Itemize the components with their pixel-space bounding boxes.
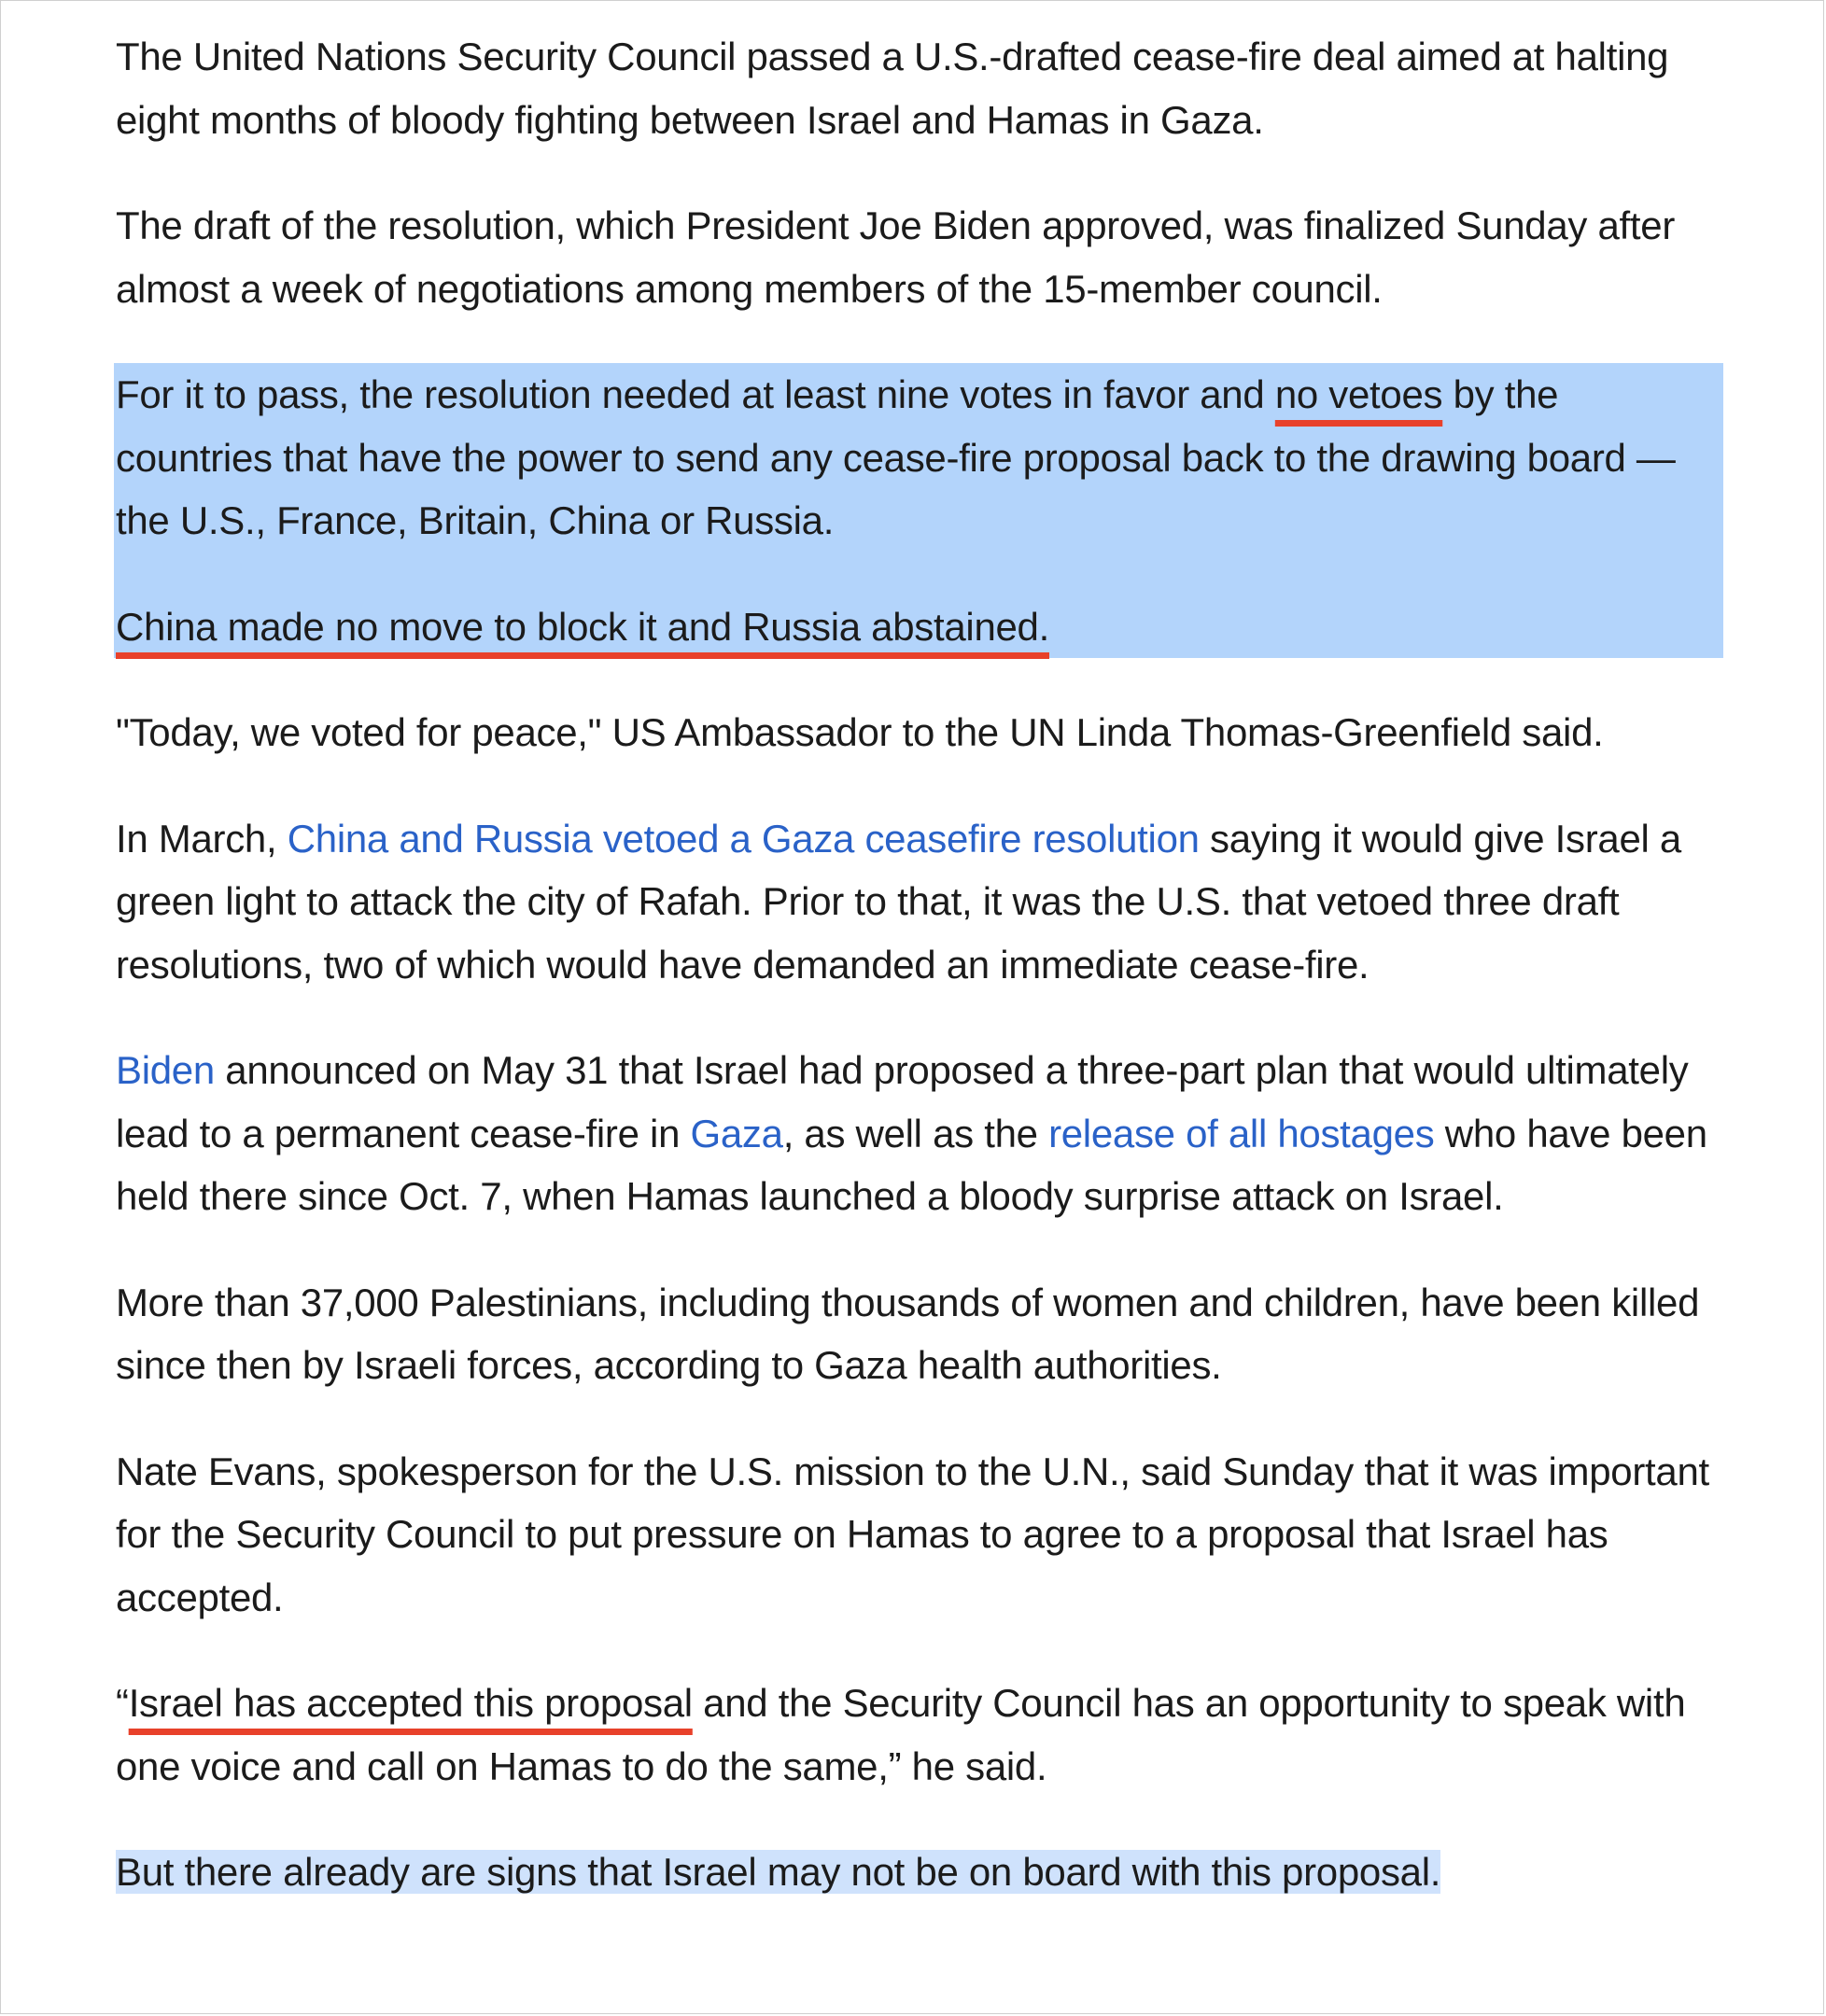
paragraph-israel-accepted — [116, 1672, 1721, 1798]
paragraph-ambassador-quote: "Today, we voted for peace," US Ambassador to the UN Linda Thomas-Greenfield said. — [116, 710, 1604, 754]
underline-no-vetoes: no vetoes — [1274, 372, 1443, 416]
veto-text-before: For it to pass, the resolution needed at least nine votes in favor and — [116, 372, 1275, 416]
link-china-russia-veto[interactable]: China and Russia vetoed a Gaza ceasefire resolution — [287, 816, 1200, 861]
paragraph-signs-not-on-board[interactable] — [116, 1841, 1721, 1904]
underline-israel-accepted: Israel has accepted this proposal — [128, 1681, 693, 1725]
link-gaza[interactable]: Gaza — [690, 1111, 783, 1155]
paragraph-china-russia — [116, 595, 1721, 659]
article-body — [116, 25, 1721, 1947]
link-release-hostages[interactable]: release of all hostages — [1048, 1111, 1435, 1155]
march-text-before: In March, — [116, 816, 288, 861]
paragraph-march-veto — [116, 807, 1721, 997]
accepted-text-after: and the Security Council has an opportunity to speak with one voice and call on Hamas to do the same,” he said. — [116, 1681, 1686, 1788]
underline-china-abstained: China made no move to block it and Russia abstained. — [116, 604, 1049, 649]
selected-text-block[interactable] — [114, 363, 1723, 658]
biden-text-2: , as well as the — [782, 1111, 1049, 1155]
paragraph-veto-requirement — [116, 363, 1721, 553]
march-text-after: saying it would give Israel a green light to attack the city of Rafah. Prior to that, it was the U.S. that vetoed three draft resolutions, two of which would have demanded an immediate cease-fire. — [116, 816, 1681, 987]
paragraph-draft-finalized: The draft of the resolution, which President Joe Biden approved, was finalized Sunday after almost a week of negotiations among members of the 15-member council. — [116, 203, 1676, 311]
link-biden[interactable]: Biden — [116, 1048, 215, 1092]
paragraph-biden-plan — [116, 1039, 1721, 1228]
selection-gap — [116, 553, 1721, 595]
biden-text-3: who have been held there since Oct. 7, when Hamas launched a bloody surprise attack on Israel. — [116, 1111, 1707, 1218]
paragraph-nate-evans: Nate Evans, spokesperson for the U.S. mission to the U.N., said Sunday that it was important for the Security Council to put pressure on Hamas to agree to a proposal that Israel has accepted. — [116, 1449, 1709, 1619]
biden-text-1: announced on May 31 that Israel had proposed a three-part plan that would ultimately lead to a permanent cease-fire in — [116, 1048, 1689, 1155]
open-quote: “ — [116, 1681, 129, 1725]
paragraph-casualties: More than 37,000 Palestinians, including thousands of women and children, have been killed since then by Israeli forces, according to Gaza health authorities. — [116, 1280, 1700, 1387]
selected-text-signs: But there already are signs that Israel may not be on board with this proposal. — [116, 1850, 1441, 1894]
paragraph-resolution-passed: The United Nations Security Council passed a U.S.-drafted cease-fire deal aimed at halting eight months of bloody fighting between Israel and Hamas in Gaza. — [116, 35, 1669, 142]
veto-text-after: by the countries that have the power to send any cease-fire proposal back to the drawing board — the U.S., France, Britain, China or Russia. — [116, 372, 1676, 542]
